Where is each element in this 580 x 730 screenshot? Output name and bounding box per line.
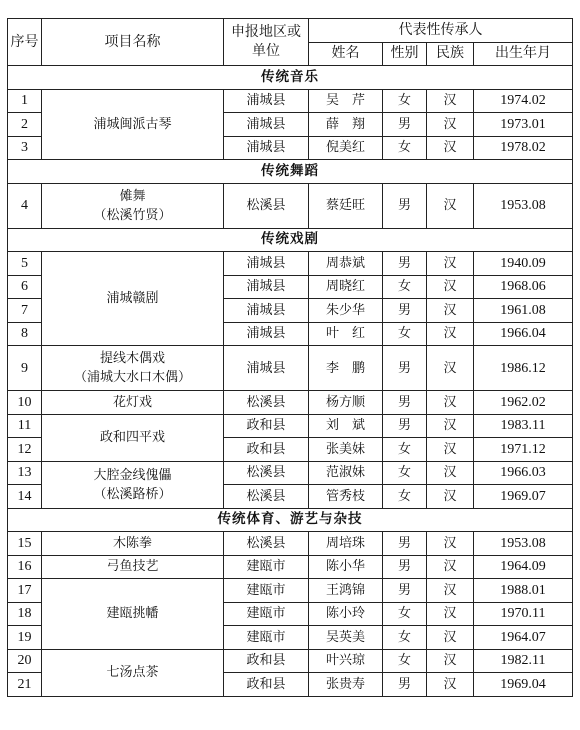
cell-project: [42, 532, 224, 556]
project-name-line: 木陈拳: [112, 535, 152, 551]
cell-birth: 1953.08: [474, 183, 573, 228]
cell-gender: 女: [383, 438, 427, 462]
cell-region: 浦城县: [224, 113, 309, 137]
cell-ethnicity: 汉: [427, 461, 474, 485]
header-representative: 代表性传承人: [309, 19, 573, 43]
header-birth: 出生年月: [474, 42, 573, 66]
table-header: [8, 19, 573, 66]
cell-birth: 1969.07: [474, 485, 573, 509]
category-title: 传统体育、游艺与杂技: [8, 508, 573, 532]
cell-name: 管秀枝: [309, 485, 383, 509]
cell-name: 周晓红: [309, 275, 383, 299]
cell-ethnicity: 汉: [427, 252, 474, 276]
cell-seq: 19: [8, 626, 42, 650]
cell-seq: 16: [8, 555, 42, 579]
cell-gender: 女: [383, 626, 427, 650]
table-row: [8, 579, 573, 603]
cell-region: 政和县: [224, 649, 309, 673]
cell-name: 王鸿锦: [309, 579, 383, 603]
cell-birth: 1968.06: [474, 275, 573, 299]
project-name-line: 提线木偶戏: [99, 351, 165, 366]
cell-region: 政和县: [224, 414, 309, 438]
table-row: [8, 89, 573, 113]
category-row: [8, 66, 573, 90]
project-name-line: 弓鱼技艺: [106, 559, 159, 575]
table-row: [8, 183, 573, 228]
cell-birth: 1961.08: [474, 299, 573, 323]
cell-name: 叶兴琼: [309, 649, 383, 673]
cell-seq: 4: [8, 183, 42, 228]
cell-ethnicity: 汉: [427, 414, 474, 438]
header-name: 姓名: [309, 42, 383, 66]
cell-gender: 男: [383, 252, 427, 276]
cell-region: 浦城县: [224, 136, 309, 160]
cell-ethnicity: 汉: [427, 136, 474, 160]
cell-name: 吴 芹: [309, 89, 383, 113]
cell-gender: 男: [383, 391, 427, 415]
project-name-line: 花灯戏: [112, 394, 152, 410]
cell-name: 倪美红: [309, 136, 383, 160]
cell-seq: 9: [8, 346, 42, 391]
project-name-line: 政和四平戏: [99, 430, 165, 445]
header-gender: 性别: [383, 42, 427, 66]
cell-project: [42, 183, 224, 228]
cell-name: 杨方顺: [309, 391, 383, 415]
cell-name: 周培珠: [309, 532, 383, 556]
cell-gender: 女: [383, 275, 427, 299]
cell-ethnicity: 汉: [427, 183, 474, 228]
table-row: [8, 532, 573, 556]
cell-name: 张美妹: [309, 438, 383, 462]
cell-region: 建瓯市: [224, 579, 309, 603]
cell-seq: 20: [8, 649, 42, 673]
cell-region: 松溪县: [224, 391, 309, 415]
cell-birth: 1971.12: [474, 438, 573, 462]
cell-birth: 1962.02: [474, 391, 573, 415]
cell-ethnicity: 汉: [427, 579, 474, 603]
cell-birth: 1986.12: [474, 346, 573, 391]
cell-name: 蔡廷旺: [309, 183, 383, 228]
cell-name: 张贵寿: [309, 673, 383, 697]
project-name-line: 七汤点茶: [106, 665, 159, 680]
cell-birth: 1970.11: [474, 602, 573, 626]
cell-gender: 女: [383, 136, 427, 160]
cell-project: [42, 649, 224, 696]
cell-ethnicity: 汉: [427, 602, 474, 626]
cell-seq: 2: [8, 113, 42, 137]
cell-region: 浦城县: [224, 275, 309, 299]
cell-seq: 5: [8, 252, 42, 276]
cell-ethnicity: 汉: [427, 626, 474, 650]
cell-gender: 女: [383, 322, 427, 346]
cell-gender: 女: [383, 649, 427, 673]
cell-birth: 1988.01: [474, 579, 573, 603]
cell-name: 李 鹏: [309, 346, 383, 391]
cell-birth: 1964.09: [474, 555, 573, 579]
cell-project: [42, 391, 224, 415]
cell-region: 浦城县: [224, 346, 309, 391]
cell-project: [42, 346, 224, 391]
cell-gender: 男: [383, 299, 427, 323]
header-ethnicity: 民族: [427, 42, 474, 66]
cell-region: 松溪县: [224, 183, 309, 228]
cell-seq: 3: [8, 136, 42, 160]
cell-seq: 10: [8, 391, 42, 415]
cell-ethnicity: 汉: [427, 322, 474, 346]
cell-ethnicity: 汉: [427, 89, 474, 113]
cell-ethnicity: 汉: [427, 299, 474, 323]
cell-birth: 1974.02: [474, 89, 573, 113]
cell-name: 刘 斌: [309, 414, 383, 438]
cell-region: 浦城县: [224, 89, 309, 113]
cell-region: 建瓯市: [224, 555, 309, 579]
project-name-line: 傩舞: [119, 188, 146, 204]
table-row: [8, 252, 573, 276]
cell-project: [42, 461, 224, 508]
table-row: [8, 414, 573, 438]
cell-name: 陈小玲: [309, 602, 383, 626]
cell-region: 浦城县: [224, 322, 309, 346]
cell-seq: 13: [8, 461, 42, 485]
cell-seq: 1: [8, 89, 42, 113]
header-region-text: 申报地区或单位: [231, 24, 301, 59]
table-row: [8, 346, 573, 391]
cell-ethnicity: 汉: [427, 673, 474, 697]
cell-seq: 12: [8, 438, 42, 462]
cell-seq: 6: [8, 275, 42, 299]
cell-project: [42, 555, 224, 579]
cell-seq: 8: [8, 322, 42, 346]
cell-birth: 1973.01: [474, 113, 573, 137]
cell-seq: 17: [8, 579, 42, 603]
cell-gender: 男: [383, 346, 427, 391]
cell-name: 叶 红: [309, 322, 383, 346]
cell-region: 松溪县: [224, 532, 309, 556]
cell-birth: 1966.04: [474, 322, 573, 346]
cell-birth: 1966.03: [474, 461, 573, 485]
cell-birth: 1983.11: [474, 414, 573, 438]
cell-gender: 男: [383, 113, 427, 137]
cell-ethnicity: 汉: [427, 485, 474, 509]
cell-name: 薛 翔: [309, 113, 383, 137]
cell-name: 吴英美: [309, 626, 383, 650]
cell-project: [42, 414, 224, 461]
cell-ethnicity: 汉: [427, 532, 474, 556]
cell-region: 松溪县: [224, 461, 309, 485]
cell-ethnicity: 汉: [427, 275, 474, 299]
project-name-line: （松溪路桥）: [93, 486, 172, 502]
cell-region: 建瓯市: [224, 626, 309, 650]
cell-region: 浦城县: [224, 252, 309, 276]
cell-birth: 1940.09: [474, 252, 573, 276]
table-body: [8, 66, 573, 697]
cell-name: 陈小华: [309, 555, 383, 579]
project-name-line: 浦城闽派古琴: [93, 116, 172, 132]
cell-seq: 14: [8, 485, 42, 509]
cell-gender: 男: [383, 183, 427, 228]
cell-seq: 11: [8, 414, 42, 438]
cell-project: [42, 89, 224, 160]
cell-seq: 7: [8, 299, 42, 323]
cell-seq: 21: [8, 673, 42, 697]
header-project: 项目名称: [42, 19, 224, 66]
cell-birth: 1953.08: [474, 532, 573, 556]
cell-gender: 男: [383, 673, 427, 697]
cell-ethnicity: 汉: [427, 346, 474, 391]
category-row: [8, 228, 573, 252]
cell-ethnicity: 汉: [427, 649, 474, 673]
header-seq: 序号: [8, 19, 42, 66]
cell-birth: 1964.07: [474, 626, 573, 650]
cell-gender: 女: [383, 461, 427, 485]
cell-region: 浦城县: [224, 299, 309, 323]
heritage-table: [7, 18, 573, 697]
cell-region: 政和县: [224, 438, 309, 462]
cell-name: 范淑妹: [309, 461, 383, 485]
project-name-line: 大腔金线傀儡: [93, 467, 172, 483]
cell-region: 松溪县: [224, 485, 309, 509]
table-row: [8, 555, 573, 579]
cell-seq: 15: [8, 532, 42, 556]
category-row: [8, 160, 573, 184]
project-name-line: （浦城大水口木偶）: [73, 370, 191, 385]
cell-gender: 男: [383, 579, 427, 603]
project-name-line: 浦城赣剧: [106, 291, 159, 306]
category-title: 传统音乐: [8, 66, 573, 90]
table-row: [8, 461, 573, 485]
table-row: [8, 649, 573, 673]
cell-region: 建瓯市: [224, 602, 309, 626]
project-name-line: 建瓯挑幡: [106, 606, 159, 622]
cell-name: 朱少华: [309, 299, 383, 323]
project-name-line: （松溪竹贤）: [93, 207, 172, 223]
cell-ethnicity: 汉: [427, 438, 474, 462]
cell-region: 政和县: [224, 673, 309, 697]
table-wrapper: [7, 18, 573, 697]
cell-gender: 女: [383, 89, 427, 113]
cell-gender: 男: [383, 414, 427, 438]
cell-birth: 1969.04: [474, 673, 573, 697]
cell-gender: 女: [383, 485, 427, 509]
cell-seq: 18: [8, 602, 42, 626]
cell-birth: 1978.02: [474, 136, 573, 160]
cell-gender: 男: [383, 532, 427, 556]
cell-gender: 女: [383, 602, 427, 626]
category-title: 传统舞蹈: [8, 160, 573, 184]
cell-ethnicity: 汉: [427, 555, 474, 579]
category-row: [8, 508, 573, 532]
cell-project: [42, 252, 224, 346]
cell-project: [42, 579, 224, 650]
cell-birth: 1982.11: [474, 649, 573, 673]
cell-ethnicity: 汉: [427, 391, 474, 415]
category-title: 传统戏剧: [8, 228, 573, 252]
cell-gender: 男: [383, 555, 427, 579]
cell-ethnicity: 汉: [427, 113, 474, 137]
header-region: [224, 19, 309, 66]
cell-name: 周恭斌: [309, 252, 383, 276]
table-row: [8, 391, 573, 415]
